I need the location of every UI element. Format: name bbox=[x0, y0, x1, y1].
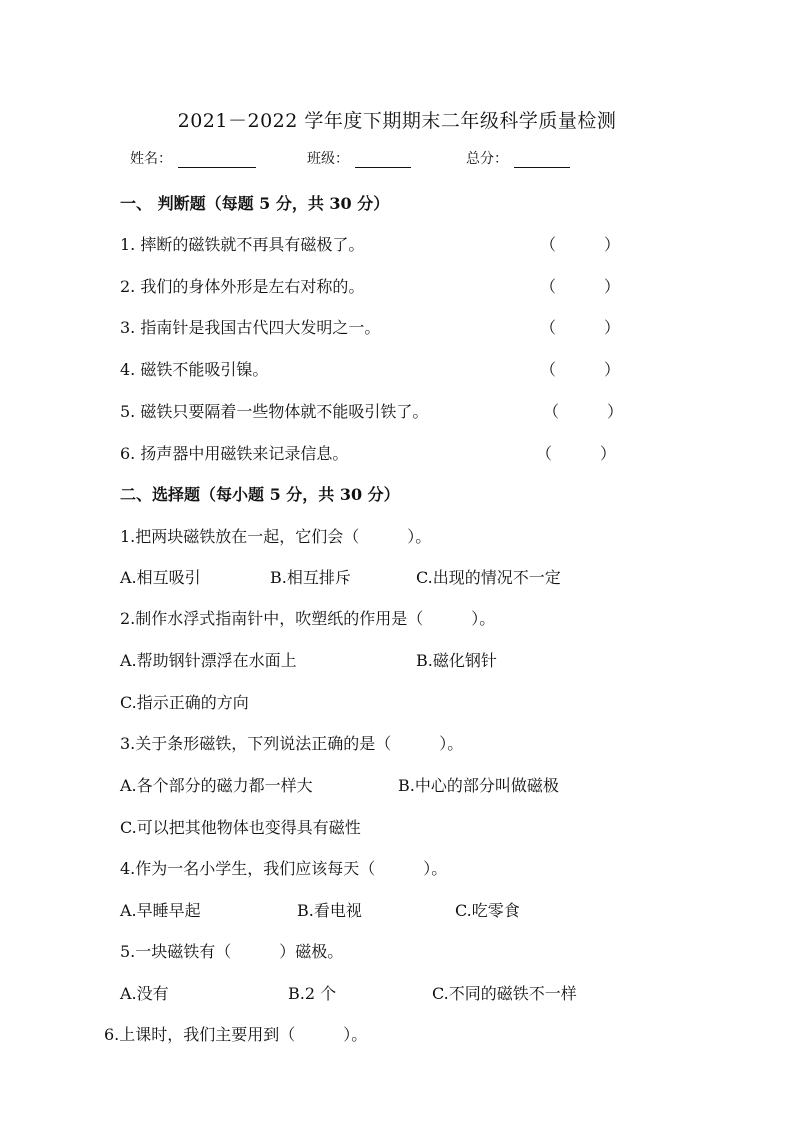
mc-q3-stem: 3.关于条形磁铁，下列说法正确的是（ ）。 bbox=[120, 734, 464, 753]
page-title: 2021－2022 学年度下期期末二年级科学质量检测 bbox=[177, 110, 617, 132]
name-label: 姓名： bbox=[130, 151, 172, 167]
score-field bbox=[466, 148, 570, 168]
tf-item-2-answer[interactable]: （ ） bbox=[540, 277, 621, 296]
mc-q5-option-c[interactable]: C.不同的磁铁不一样 bbox=[432, 984, 577, 1003]
tf-item-4-text: 4. 磁铁不能吸引镍。 bbox=[120, 360, 269, 379]
mc-q1-option-a[interactable]: A.相互吸引 bbox=[120, 568, 201, 587]
mc-q3-option-b[interactable]: B.中心的部分叫做磁极 bbox=[398, 776, 559, 795]
name-blank[interactable] bbox=[178, 152, 256, 168]
mc-q2-option-b[interactable]: B.磁化钢针 bbox=[416, 651, 497, 670]
mc-q4-option-c[interactable]: C.吃零食 bbox=[455, 901, 520, 920]
mc-q2-option-a[interactable]: A.帮助钢针漂浮在水面上 bbox=[120, 651, 297, 670]
mc-q5-option-b[interactable]: B.2 个 bbox=[288, 984, 337, 1003]
mc-q1-stem: 1.把两块磁铁放在一起，它们会（ ）。 bbox=[120, 527, 432, 546]
mc-q3-option-a[interactable]: A.各个部分的磁力都一样大 bbox=[120, 776, 313, 795]
class-blank[interactable] bbox=[355, 152, 411, 168]
mc-q2-stem: 2.制作水浮式指南针中，吹塑纸的作用是（ ）。 bbox=[120, 609, 496, 628]
tf-item-1-answer[interactable]: （ ） bbox=[540, 235, 621, 254]
tf-item-5-answer[interactable]: （ ） bbox=[543, 402, 624, 421]
mc-q4-option-b[interactable]: B.看电视 bbox=[297, 901, 362, 920]
section2-heading: 二、选择题（每小题 5 分，共 30 分） bbox=[120, 485, 400, 504]
section1-heading: 一、 判断题（每题 5 分，共 30 分） bbox=[120, 194, 390, 213]
mc-q5-stem: 5.一块磁铁有（ ）磁极。 bbox=[120, 942, 344, 961]
mc-q6-stem: 6.上课时，我们主要用到（ ）。 bbox=[104, 1025, 368, 1044]
tf-item-6-answer[interactable]: （ ） bbox=[536, 444, 617, 463]
mc-q5-option-a[interactable]: A.没有 bbox=[120, 984, 169, 1003]
mc-q1-option-b[interactable]: B.相互排斥 bbox=[270, 568, 351, 587]
tf-item-1-text: 1. 摔断的磁铁就不再具有磁极了。 bbox=[120, 235, 365, 254]
tf-item-6-text: 6. 扬声器中用磁铁来记录信息。 bbox=[120, 444, 349, 463]
mc-q4-option-a[interactable]: A.早睡早起 bbox=[120, 901, 201, 920]
tf-item-5-text: 5. 磁铁只要隔着一些物体就不能吸引铁了。 bbox=[120, 402, 429, 421]
mc-q3-option-c[interactable]: C.可以把其他物体也变得具有磁性 bbox=[120, 818, 361, 837]
tf-item-3-text: 3. 指南针是我国古代四大发明之一。 bbox=[120, 318, 381, 337]
mc-q4-stem: 4.作为一名小学生，我们应该每天（ ）。 bbox=[120, 859, 448, 878]
score-label: 总分： bbox=[466, 151, 508, 167]
mc-q2-option-c[interactable]: C.指示正确的方向 bbox=[120, 693, 249, 712]
score-blank[interactable] bbox=[514, 152, 570, 168]
name-field bbox=[130, 148, 256, 168]
class-label: 班级： bbox=[307, 151, 349, 167]
mc-q1-option-c[interactable]: C.出现的情况不一定 bbox=[416, 568, 561, 587]
tf-item-3-answer[interactable]: （ ） bbox=[540, 318, 621, 337]
tf-item-2-text: 2. 我们的身体外形是左右对称的。 bbox=[120, 277, 365, 296]
class-field bbox=[307, 148, 411, 168]
tf-item-4-answer[interactable]: （ ） bbox=[540, 360, 621, 379]
